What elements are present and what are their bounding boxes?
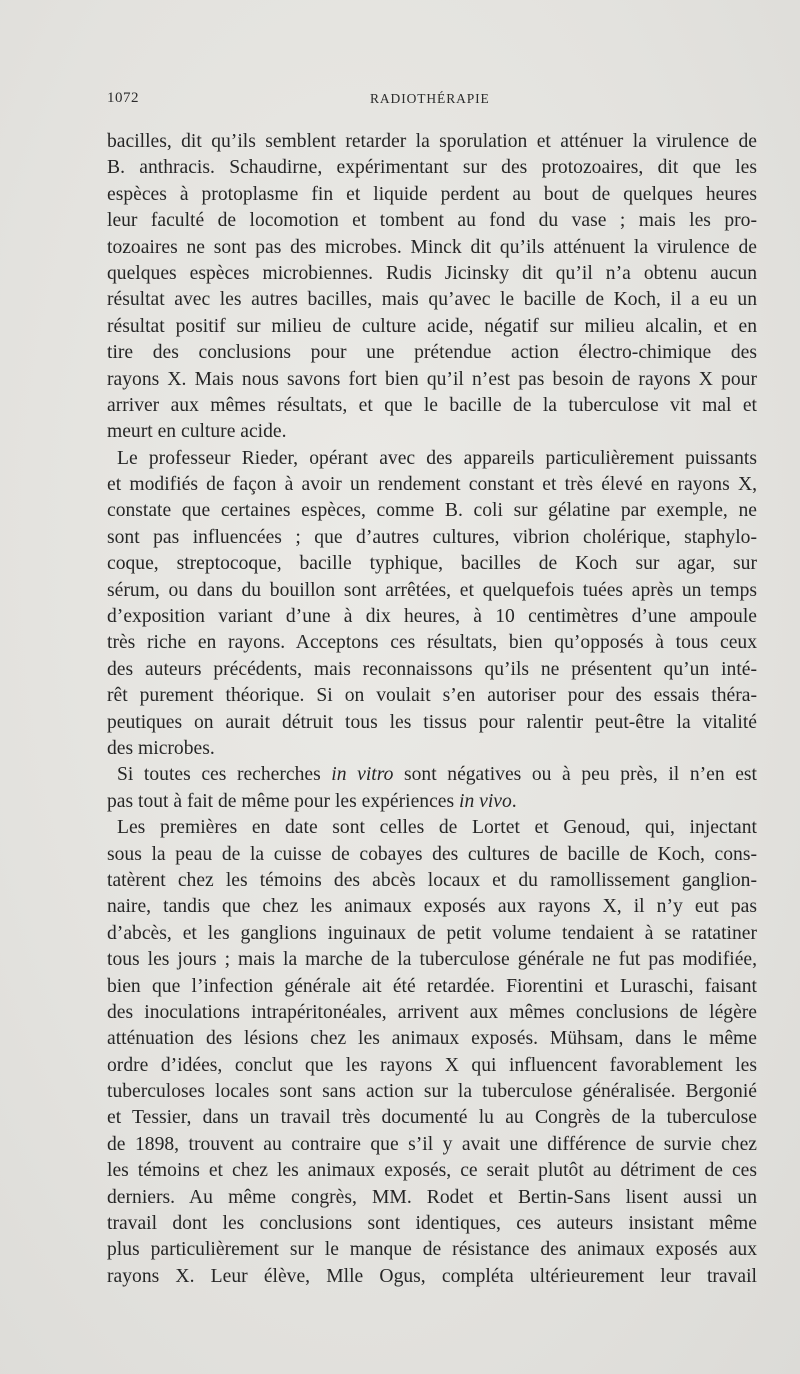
text-line: meurt en culture acide. <box>107 421 287 443</box>
text-line: quelques espèces microbiennes. Rudis Jicinsky dit qu’il n’a obtenu aucun <box>107 262 757 284</box>
text-line: tozoaires ne sont pas des microbes. Minck dit qu’ils atténuent la virulence de <box>107 236 757 258</box>
text-run: Si toutes ces recherches <box>117 764 332 786</box>
text-line: et Tessier, dans un travail très documenté lu au Congrès de la tuberculose <box>107 1107 757 1129</box>
text-line <box>107 762 757 788</box>
text-line: sont pas influencées ; que d’autres cultures, vibrion cholérique, staphylo- <box>107 526 757 548</box>
text-line: constate que certaines espèces, comme B. coli sur gélatine par exemple, ne <box>107 500 757 522</box>
paragraph-1 <box>107 129 757 446</box>
text-line: arriver aux mêmes résultats, et que le bacille de la tuberculose vit mal et <box>107 394 757 416</box>
text-line: Le professeur Rieder, opérant avec des appareils particulièrement puissants <box>117 447 757 469</box>
text-line: espèces à protoplasme fin et liquide perdent au bout de quelques heures <box>107 183 757 205</box>
text-line: rayons X. Leur élève, Mlle Ogus, compléta ultérieurement leur travail <box>107 1265 757 1287</box>
text-line: rêt purement théorique. Si on voulait s’en autoriser pour des essais théra- <box>107 685 757 707</box>
text-line: bien que l’infection générale ait été retardée. Fiorentini et Luraschi, faisant <box>107 975 757 997</box>
text-line: tire des conclusions pour une prétendue action électro-chimique des <box>107 342 757 364</box>
text-line <box>107 789 757 815</box>
text-line: tous les jours ; mais la marche de la tuberculose générale ne fut pas modifiée, <box>107 949 757 971</box>
text-line: des inoculations intrapéritonéales, arrivent aux mêmes conclusions de légère <box>107 1001 757 1023</box>
page-header <box>107 90 757 112</box>
text-line: atténuation des lésions chez les animaux exposés. Mühsam, dans le même <box>107 1028 757 1050</box>
text-line: travail dont les conclusions sont identiques, ces auteurs insistant même <box>107 1213 757 1235</box>
text-line: d’abcès, et les ganglions inguinaux de petit volume tendaient à se ratatiner <box>107 922 757 944</box>
text-line: des microbes. <box>107 737 215 759</box>
text-run: sont négatives ou à peu près, il n’en est <box>393 764 758 786</box>
page-number: 1072 <box>107 90 139 106</box>
text-line: résultat avec les autres bacilles, mais qu’avec le bacille de Koch, il a eu un <box>107 289 757 311</box>
italic-run: in vivo <box>459 790 512 812</box>
paragraph-2 <box>107 446 757 763</box>
text-line: tuberculoses locales sont sans action sur la tuberculose généralisée. Bergonié <box>107 1081 757 1103</box>
paragraph-4 <box>107 815 757 1290</box>
paragraph-3 <box>107 762 757 815</box>
text-line: et modifiés de façon à avoir un rendement constant et très élevé en rayons X, <box>107 474 757 496</box>
text-line: ordre d’idées, conclut que les rayons X qui influencent favorablement les <box>107 1054 757 1076</box>
body-text <box>107 129 757 1290</box>
text-line: les témoins et chez les animaux exposés, ce serait plutôt au détriment de ces <box>107 1160 757 1182</box>
text-line: tatèrent chez les témoins des abcès locaux et du ramollissement ganglion- <box>107 869 757 891</box>
text-line: sérum, ou dans du bouillon sont arrêtées, et quelquefois tuées après un temps <box>107 579 757 601</box>
text-line: des auteurs précédents, mais reconnaissons qu’ils ne présentent qu’un inté- <box>107 658 757 680</box>
text-line: Les premières en date sont celles de Lortet et Genoud, qui, injectant <box>117 817 757 839</box>
text-line: très riche en rayons. Acceptons ces résultats, bien qu’opposés à tous ceux <box>107 632 757 654</box>
text-line: rayons X. Mais nous savons fort bien qu’il n’est pas besoin de rayons X pour <box>107 368 757 390</box>
text-line: naire, tandis que chez les animaux exposés aux rayons X, il n’y eut pas <box>107 896 757 918</box>
text-line: leur faculté de locomotion et tombent au fond du vase ; mais les pro- <box>107 210 757 232</box>
text-line: sous la peau de la cuisse de cobayes des cultures de bacille de Koch, cons- <box>107 843 757 865</box>
text-line: résultat positif sur milieu de culture acide, négatif sur milieu alcalin, et en <box>107 315 757 337</box>
text-line: plus particulièrement sur le manque de résistance des animaux exposés aux <box>107 1239 757 1261</box>
italic-run: in vitro <box>331 764 394 786</box>
text-run: pas tout à fait de même pour les expériences <box>107 790 460 812</box>
text-line: coque, streptocoque, bacille typhique, bacilles de Koch sur agar, sur <box>107 553 757 575</box>
text-line: bacilles, dit qu’ils semblent retarder la sporulation et atténuer la virulence de <box>107 131 757 152</box>
text-line: peutiques on aurait détruit tous les tissus pour ralentir peut-être la vitalité <box>107 711 757 733</box>
running-title: RADIOTHÉRAPIE <box>370 91 490 106</box>
text-line: de 1898, trouvent au contraire que s’il y avait une différence de survie chez <box>107 1133 757 1155</box>
text-run: . <box>511 790 517 812</box>
text-line: derniers. Au même congrès, MM. Rodet et Bertin-Sans lisent aussi un <box>107 1186 757 1208</box>
text-line: B. anthracis. Schaudirne, expérimentant sur des protozoaires, dit que les <box>107 157 757 179</box>
text-line: d’exposition variant d’une à dix heures, à 10 centimètres d’une ampoule <box>107 606 757 628</box>
